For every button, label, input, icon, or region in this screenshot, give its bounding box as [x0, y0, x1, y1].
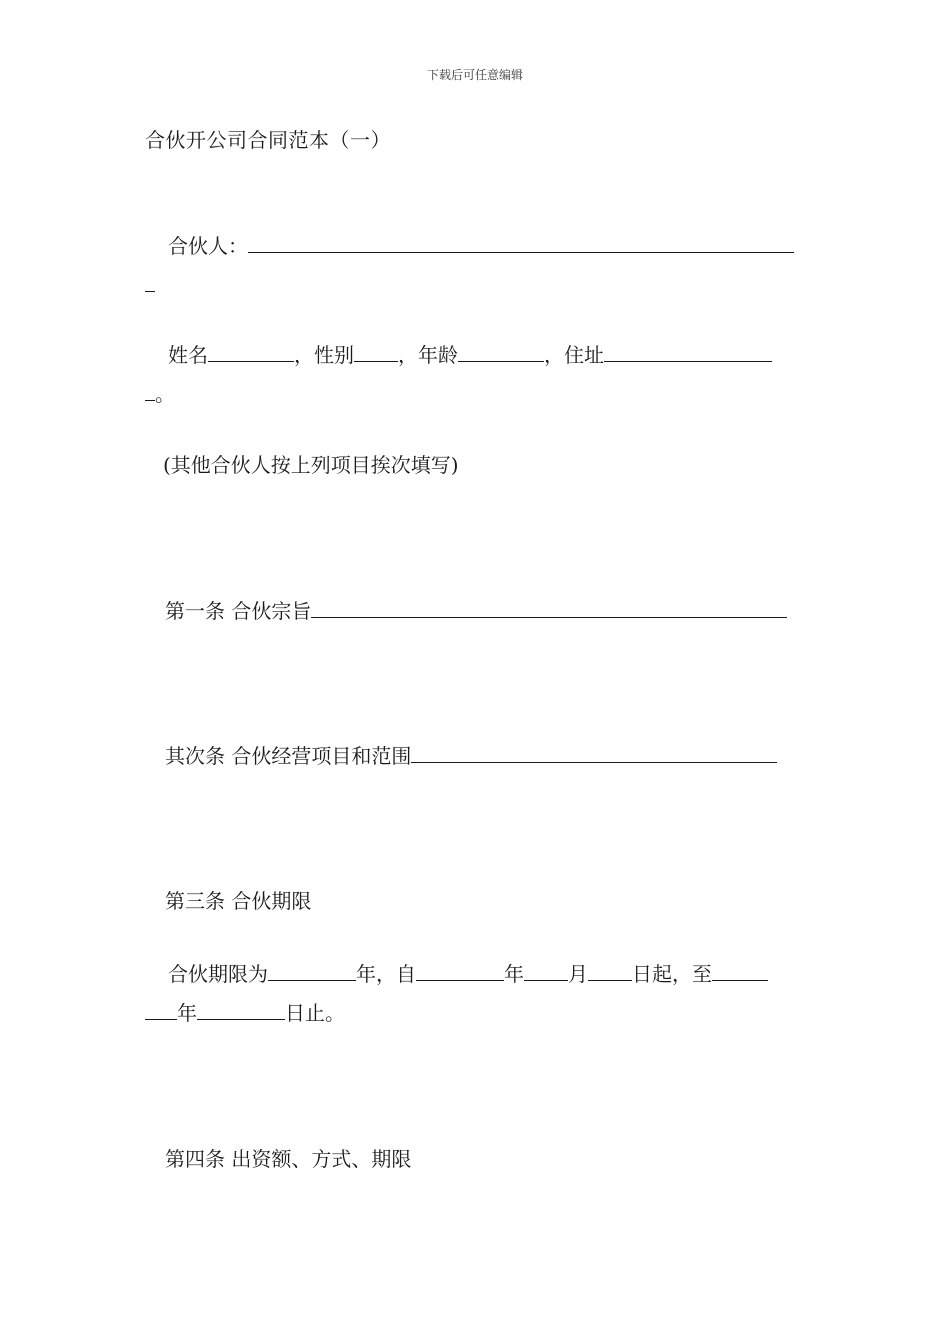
name-blank[interactable]	[208, 341, 294, 362]
term-day-from: 日起，至	[632, 962, 712, 986]
article-3-label: 第三条 合伙期限	[165, 889, 312, 913]
address-blank[interactable]	[604, 341, 772, 362]
partner-blank-wrap[interactable]	[145, 273, 155, 292]
article-4	[165, 1146, 411, 1172]
info-line-wrap	[145, 381, 175, 407]
age-label: ，年龄	[398, 343, 458, 367]
term-day-end: 日止。	[285, 1001, 345, 1025]
end-year-blank[interactable]	[712, 960, 768, 981]
article-1-blank[interactable]	[311, 597, 787, 618]
partner-line	[168, 232, 794, 259]
term-year2: 年	[504, 962, 524, 986]
term-line	[168, 960, 768, 987]
article-3	[165, 888, 311, 914]
end-day-blank[interactable]	[197, 999, 285, 1020]
term-line-wrap	[145, 999, 345, 1026]
fill-note: (其他合伙人按上列项目挨次填写)	[163, 453, 459, 477]
start-year-blank[interactable]	[416, 960, 504, 981]
article-1-label: 第一条 合伙宗旨	[165, 599, 312, 623]
address-blank-wrap[interactable]	[145, 382, 155, 401]
article-2-blank[interactable]	[411, 742, 777, 763]
document-title: 合伙开公司合同范本（一）	[145, 128, 391, 152]
partner-blank[interactable]	[248, 232, 794, 253]
start-day-blank[interactable]	[588, 960, 632, 981]
name-label: 姓名	[168, 343, 208, 367]
article-2-label: 其次条 合伙经营项目和范围	[165, 744, 412, 768]
term-years-blank[interactable]	[268, 960, 356, 981]
partner-line-wrap	[145, 272, 155, 298]
term-year3: 年	[177, 1001, 197, 1025]
partner-label: 合伙人：	[168, 234, 248, 258]
term-prefix: 合伙期限为	[168, 962, 268, 986]
start-month-blank[interactable]	[524, 960, 568, 981]
article-1	[165, 597, 787, 624]
article-2	[165, 742, 777, 769]
term-month: 月	[568, 962, 588, 986]
gender-label: ，性别	[294, 343, 354, 367]
header-note: 下载后可任意编辑	[426, 68, 523, 82]
term-year1: 年，自	[356, 962, 416, 986]
age-blank[interactable]	[458, 341, 544, 362]
address-label: ，住址	[544, 343, 604, 367]
gender-blank[interactable]	[354, 341, 398, 362]
info-line	[168, 341, 772, 368]
info-end: 。	[155, 382, 175, 406]
article-4-label: 第四条 出资额、方式、期限	[165, 1147, 412, 1171]
end-year-blank-wrap[interactable]	[145, 999, 177, 1020]
